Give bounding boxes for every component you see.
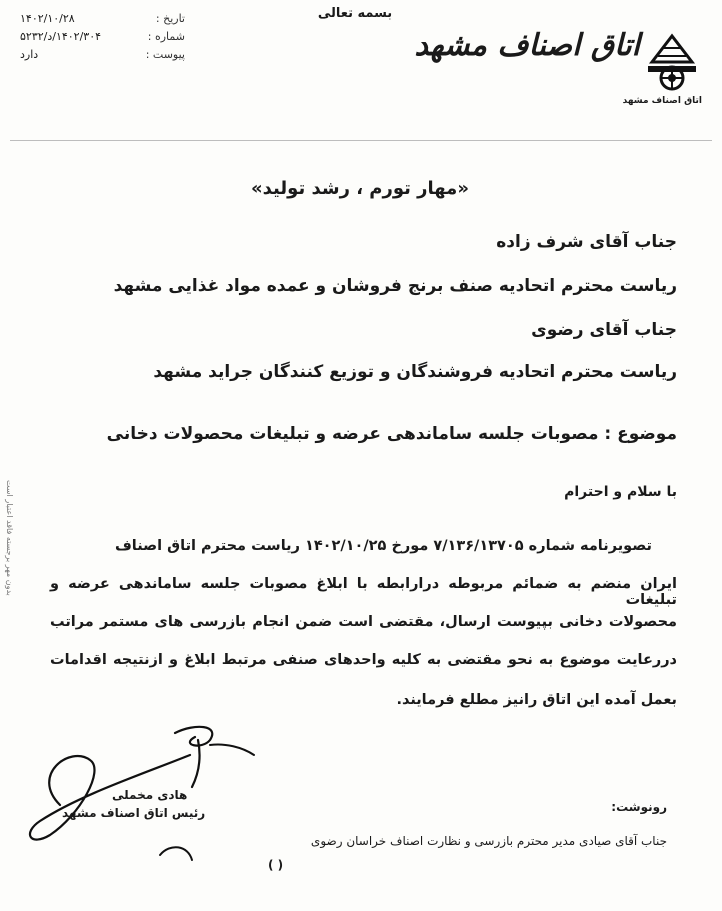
number-value: ۱۴۰۲/۳۰۴/د/۵۲۳۲ bbox=[20, 30, 102, 43]
greeting: با سلام و احترام bbox=[564, 484, 677, 500]
date-row bbox=[20, 10, 185, 28]
body-line: ایران منضم به ضمائم مربوطه درارابطه با ابلاغ مصوبات جلسه ساماندهی عرضه و تبلیغات bbox=[50, 576, 677, 608]
date-value: ۱۴۰۲/۱۰/۲۸ bbox=[20, 12, 75, 25]
slogan: «مهار تورم ، رشد تولید» bbox=[251, 178, 469, 199]
letter-subject: موضوع : مصوبات جلسه ساماندهی عرضه و تبلیغات محصولات دخانی bbox=[106, 424, 677, 444]
body-line: تصویرنامه شماره ۷/۱۳۶/۱۳۷۰۵ مورخ ۱۴۰۲/۱۰/۲۵ ریاست محترم اتاق اصناف bbox=[114, 538, 652, 554]
logo-subtitle: اتاق اصناف مشهد bbox=[622, 96, 702, 106]
body-line: محصولات دخانی بپیوست ارسال، مقتضی است ضمن انجام بازرسی های مستمر مراتب bbox=[50, 614, 677, 630]
organization-logo bbox=[414, 16, 704, 106]
date-label: تاریخ : bbox=[155, 12, 185, 25]
side-validity-text: بدون مهر برجسته فاقد اعتبار است bbox=[5, 480, 14, 596]
addressee-1-name: جناب آقای شرف زاده bbox=[496, 232, 677, 252]
attachment-label: پیوست : bbox=[145, 48, 185, 61]
attachment-row bbox=[20, 46, 185, 64]
body-line: دررعایت موضوع به نحو مقتضی به کلیه واحدهای صنفی مرتبط ابلاغ و ازنتیجه اقدامات bbox=[50, 652, 677, 668]
addressee-2-name: جناب آقای رضوی bbox=[531, 320, 677, 340]
cc-parenthesis: ( ) bbox=[268, 858, 284, 872]
logo-text: اتاق اصناف مشهد bbox=[414, 28, 640, 63]
guild-emblem-icon bbox=[644, 32, 700, 92]
signer-title: رئیس اتاق اصناف مشهد bbox=[62, 806, 206, 820]
header-divider bbox=[10, 140, 712, 141]
attachment-value: دارد bbox=[20, 48, 39, 61]
addressee-1-title: ریاست محترم اتحادیه صنف برنج فروشان و عمده مواد غذایی مشهد bbox=[113, 276, 677, 296]
cc-recipient: جناب آقای صیادی مدیر محترم بازرسی و نظارت اصناف خراسان رضوی bbox=[310, 834, 667, 848]
cc-heading: رونوشت: bbox=[611, 800, 667, 814]
number-row bbox=[20, 28, 185, 46]
addressee-2-title: ریاست محترم اتحادیه فروشندگان و توزیع کنندگان جراید مشهد bbox=[153, 362, 677, 382]
body-line: بعمل آمده این اتاق رانیز مطلع فرمایند. bbox=[396, 692, 677, 708]
side-validity-note bbox=[2, 480, 16, 690]
number-label: شماره : bbox=[147, 30, 185, 43]
bismillah-header: بسمه تعالی bbox=[317, 6, 393, 21]
signer-name: هادی مخملی bbox=[112, 788, 188, 802]
letter-metadata bbox=[20, 10, 185, 64]
